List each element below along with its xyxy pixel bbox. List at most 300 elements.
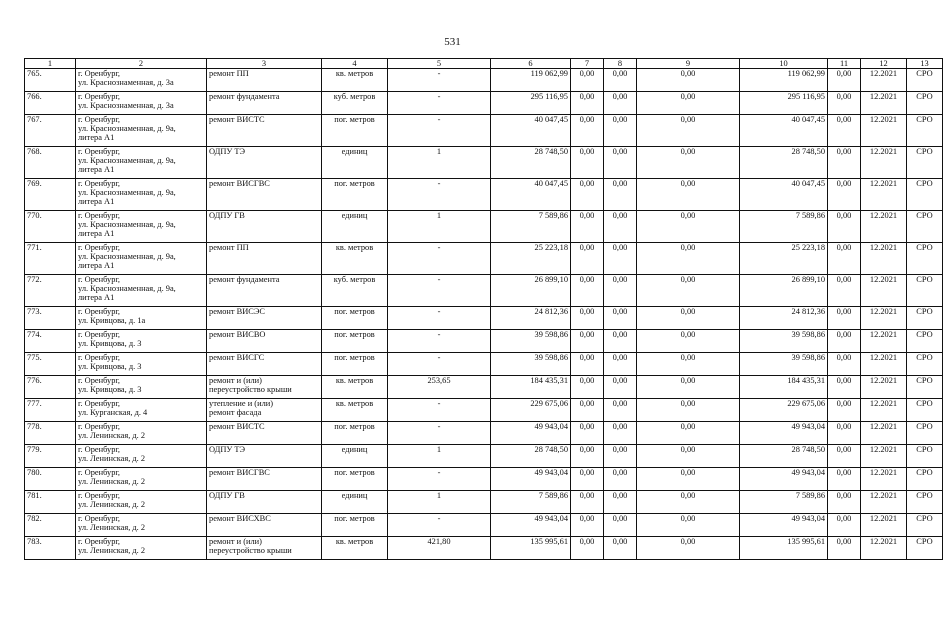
address-line: ул. Краснознаменная, д. 9а, <box>78 252 176 261</box>
table-row <box>25 179 943 211</box>
method-cell: СРО <box>907 147 943 179</box>
value-cell-11: 0,00 <box>828 514 861 537</box>
value-cell-8: 0,00 <box>604 422 637 445</box>
quantity-cell: - <box>388 353 491 376</box>
address-line: ул. Кривцова, д. 3 <box>78 339 142 348</box>
total-cost-cell: 295 116,95 <box>491 92 571 115</box>
value-cell-11: 0,00 <box>828 330 861 353</box>
address-line: г. Оренбург, <box>78 92 121 101</box>
row-number-cell: 779. <box>25 445 76 468</box>
table-row <box>25 376 943 399</box>
value-cell-7: 0,00 <box>571 399 604 422</box>
column-number-8: 8 <box>604 59 637 69</box>
unit-cell: куб. метров <box>322 275 388 307</box>
completion-date-cell: 12.2021 <box>861 307 907 330</box>
value-cell-7: 0,00 <box>571 330 604 353</box>
table-row <box>25 537 943 560</box>
address-cell <box>76 92 207 115</box>
address-cell <box>76 399 207 422</box>
value-cell-9: 0,00 <box>637 275 740 307</box>
value-cell-11: 0,00 <box>828 468 861 491</box>
value-cell-7: 0,00 <box>571 353 604 376</box>
unit-cell: пог. метров <box>322 115 388 147</box>
value-cell-11: 0,00 <box>828 69 861 92</box>
work-type-cell <box>207 468 322 491</box>
value-cell-8: 0,00 <box>604 353 637 376</box>
value-cell-8: 0,00 <box>604 491 637 514</box>
quantity-cell: - <box>388 115 491 147</box>
method-cell: СРО <box>907 537 943 560</box>
total-cost-cell: 229 675,06 <box>491 399 571 422</box>
table-row <box>25 353 943 376</box>
quantity-cell: 1 <box>388 211 491 243</box>
value-cell-9: 0,00 <box>637 69 740 92</box>
quantity-cell: - <box>388 468 491 491</box>
quantity-cell: - <box>388 92 491 115</box>
work-type-line: ОДПУ ТЭ <box>209 445 246 454</box>
unit-cell: кв. метров <box>322 243 388 275</box>
address-line: г. Оренбург, <box>78 115 121 124</box>
work-type-cell <box>207 399 322 422</box>
work-type-cell <box>207 330 322 353</box>
address-cell <box>76 243 207 275</box>
column-number-11: 11 <box>828 59 861 69</box>
column-number-13: 13 <box>907 59 943 69</box>
unit-cell: кв. метров <box>322 399 388 422</box>
row-number-cell: 783. <box>25 537 76 560</box>
value-cell-11: 0,00 <box>828 399 861 422</box>
address-line: г. Оренбург, <box>78 376 121 385</box>
value-cell-10: 49 943,04 <box>740 514 828 537</box>
work-type-cell <box>207 491 322 514</box>
value-cell-7: 0,00 <box>571 115 604 147</box>
value-cell-11: 0,00 <box>828 537 861 560</box>
value-cell-9: 0,00 <box>637 92 740 115</box>
work-type-line: ремонт ВИСЭС <box>209 307 265 316</box>
address-line: литера А1 <box>78 293 115 302</box>
work-type-cell <box>207 275 322 307</box>
row-number-cell: 767. <box>25 115 76 147</box>
table-row <box>25 92 943 115</box>
unit-cell: пог. метров <box>322 353 388 376</box>
completion-date-cell: 12.2021 <box>861 69 907 92</box>
column-number-5: 5 <box>388 59 491 69</box>
value-cell-11: 0,00 <box>828 179 861 211</box>
address-cell <box>76 537 207 560</box>
completion-date-cell: 12.2021 <box>861 468 907 491</box>
method-cell: СРО <box>907 307 943 330</box>
value-cell-9: 0,00 <box>637 514 740 537</box>
value-cell-10: 25 223,18 <box>740 243 828 275</box>
address-line: ул. Краснознаменная, д. 3а <box>78 78 174 87</box>
table-row <box>25 330 943 353</box>
quantity-cell: 421,80 <box>388 537 491 560</box>
method-cell: СРО <box>907 211 943 243</box>
address-cell <box>76 275 207 307</box>
row-number-cell: 776. <box>25 376 76 399</box>
value-cell-9: 0,00 <box>637 468 740 491</box>
table-row <box>25 491 943 514</box>
value-cell-10: 7 589,86 <box>740 491 828 514</box>
value-cell-10: 49 943,04 <box>740 422 828 445</box>
work-type-cell <box>207 92 322 115</box>
address-cell <box>76 422 207 445</box>
value-cell-7: 0,00 <box>571 92 604 115</box>
value-cell-9: 0,00 <box>637 537 740 560</box>
value-cell-8: 0,00 <box>604 92 637 115</box>
address-line: литера А1 <box>78 197 115 206</box>
work-type-line: ремонт ВИСТС <box>209 422 265 431</box>
quantity-cell: 253,65 <box>388 376 491 399</box>
work-type-line: ремонт ВИСХВС <box>209 514 271 523</box>
work-type-cell <box>207 69 322 92</box>
column-number-row <box>25 59 943 69</box>
value-cell-11: 0,00 <box>828 445 861 468</box>
value-cell-7: 0,00 <box>571 275 604 307</box>
column-number-6: 6 <box>491 59 571 69</box>
address-line: г. Оренбург, <box>78 69 121 78</box>
value-cell-9: 0,00 <box>637 211 740 243</box>
value-cell-9: 0,00 <box>637 307 740 330</box>
value-cell-7: 0,00 <box>571 147 604 179</box>
address-line: г. Оренбург, <box>78 243 121 252</box>
work-type-cell <box>207 243 322 275</box>
address-line: г. Оренбург, <box>78 275 121 284</box>
address-cell <box>76 353 207 376</box>
work-type-line: ремонт фасада <box>209 408 262 417</box>
column-number-10: 10 <box>740 59 828 69</box>
value-cell-11: 0,00 <box>828 243 861 275</box>
address-line: ул. Краснознаменная, д. 9а, <box>78 220 176 229</box>
row-number-cell: 769. <box>25 179 76 211</box>
work-type-line: ремонт ВИСГВС <box>209 468 270 477</box>
method-cell: СРО <box>907 330 943 353</box>
address-line: ул. Курганская, д. 4 <box>78 408 148 417</box>
address-cell <box>76 147 207 179</box>
value-cell-9: 0,00 <box>637 353 740 376</box>
total-cost-cell: 7 589,86 <box>491 211 571 243</box>
work-type-cell <box>207 211 322 243</box>
column-number-3: 3 <box>207 59 322 69</box>
quantity-cell: - <box>388 399 491 422</box>
value-cell-8: 0,00 <box>604 514 637 537</box>
total-cost-cell: 119 062,99 <box>491 69 571 92</box>
value-cell-9: 0,00 <box>637 147 740 179</box>
address-line: ул. Краснознаменная, д. 9а, <box>78 124 176 133</box>
method-cell: СРО <box>907 445 943 468</box>
table-row <box>25 399 943 422</box>
method-cell: СРО <box>907 491 943 514</box>
table-row <box>25 115 943 147</box>
table-row <box>25 211 943 243</box>
work-type-line: переустройство крыши <box>209 546 292 555</box>
row-number-cell: 781. <box>25 491 76 514</box>
address-cell <box>76 330 207 353</box>
column-number-7: 7 <box>571 59 604 69</box>
quantity-cell: - <box>388 179 491 211</box>
column-number-9: 9 <box>637 59 740 69</box>
value-cell-9: 0,00 <box>637 179 740 211</box>
value-cell-8: 0,00 <box>604 275 637 307</box>
row-number-cell: 778. <box>25 422 76 445</box>
quantity-cell: - <box>388 514 491 537</box>
value-cell-8: 0,00 <box>604 445 637 468</box>
address-line: г. Оренбург, <box>78 179 121 188</box>
value-cell-9: 0,00 <box>637 115 740 147</box>
row-number-cell: 773. <box>25 307 76 330</box>
column-number-4: 4 <box>322 59 388 69</box>
value-cell-7: 0,00 <box>571 537 604 560</box>
quantity-cell: - <box>388 307 491 330</box>
address-line: ул. Ленинская, д. 2 <box>78 454 146 463</box>
address-line: ул. Краснознаменная, д. 3а <box>78 101 174 110</box>
value-cell-8: 0,00 <box>604 376 637 399</box>
value-cell-7: 0,00 <box>571 376 604 399</box>
table-row <box>25 514 943 537</box>
unit-cell: пог. метров <box>322 179 388 211</box>
value-cell-10: 26 899,10 <box>740 275 828 307</box>
value-cell-8: 0,00 <box>604 399 637 422</box>
address-cell <box>76 211 207 243</box>
address-line: литера А1 <box>78 261 115 270</box>
work-type-line: ремонт и (или) <box>209 376 262 385</box>
address-line: ул. Ленинская, д. 2 <box>78 500 146 509</box>
address-line: ул. Ленинская, д. 2 <box>78 546 146 555</box>
completion-date-cell: 12.2021 <box>861 514 907 537</box>
value-cell-8: 0,00 <box>604 330 637 353</box>
address-line: г. Оренбург, <box>78 468 121 477</box>
completion-date-cell: 12.2021 <box>861 330 907 353</box>
work-type-line: переустройство крыши <box>209 385 292 394</box>
quantity-cell: - <box>388 243 491 275</box>
work-type-line: ОДПУ ГВ <box>209 491 245 500</box>
quantity-cell: 1 <box>388 445 491 468</box>
total-cost-cell: 49 943,04 <box>491 514 571 537</box>
address-line: ул. Краснознаменная, д. 9а, <box>78 284 176 293</box>
total-cost-cell: 40 047,45 <box>491 179 571 211</box>
completion-date-cell: 12.2021 <box>861 243 907 275</box>
value-cell-11: 0,00 <box>828 422 861 445</box>
unit-cell: пог. метров <box>322 330 388 353</box>
value-cell-10: 28 748,50 <box>740 147 828 179</box>
method-cell: СРО <box>907 422 943 445</box>
row-number-cell: 771. <box>25 243 76 275</box>
work-type-cell <box>207 422 322 445</box>
completion-date-cell: 12.2021 <box>861 422 907 445</box>
work-type-cell <box>207 445 322 468</box>
address-line: ул. Ленинская, д. 2 <box>78 431 146 440</box>
table-row <box>25 243 943 275</box>
value-cell-9: 0,00 <box>637 491 740 514</box>
total-cost-cell: 49 943,04 <box>491 422 571 445</box>
work-type-line: утепление и (или) <box>209 399 274 408</box>
total-cost-cell: 26 899,10 <box>491 275 571 307</box>
address-line: ул. Краснознаменная, д. 9а, <box>78 156 176 165</box>
table-row <box>25 275 943 307</box>
method-cell: СРО <box>907 376 943 399</box>
address-line: ул. Кривцова, д. 3 <box>78 362 142 371</box>
work-type-line: ремонт ВИСТС <box>209 115 265 124</box>
address-cell <box>76 307 207 330</box>
value-cell-10: 39 598,86 <box>740 330 828 353</box>
value-cell-7: 0,00 <box>571 514 604 537</box>
value-cell-8: 0,00 <box>604 243 637 275</box>
total-cost-cell: 25 223,18 <box>491 243 571 275</box>
address-line: ул. Кривцова, д. 3 <box>78 385 142 394</box>
unit-cell: единиц <box>322 491 388 514</box>
row-number-cell: 775. <box>25 353 76 376</box>
address-line: литера А1 <box>78 165 115 174</box>
work-type-cell <box>207 514 322 537</box>
completion-date-cell: 12.2021 <box>861 147 907 179</box>
work-type-cell <box>207 353 322 376</box>
value-cell-9: 0,00 <box>637 422 740 445</box>
method-cell: СРО <box>907 92 943 115</box>
completion-date-cell: 12.2021 <box>861 115 907 147</box>
address-cell <box>76 179 207 211</box>
completion-date-cell: 12.2021 <box>861 92 907 115</box>
method-cell: СРО <box>907 468 943 491</box>
unit-cell: единиц <box>322 445 388 468</box>
work-type-line: ремонт и (или) <box>209 537 262 546</box>
row-number-cell: 768. <box>25 147 76 179</box>
value-cell-11: 0,00 <box>828 353 861 376</box>
value-cell-11: 0,00 <box>828 92 861 115</box>
total-cost-cell: 40 047,45 <box>491 115 571 147</box>
address-line: г. Оренбург, <box>78 422 121 431</box>
value-cell-7: 0,00 <box>571 243 604 275</box>
value-cell-7: 0,00 <box>571 468 604 491</box>
value-cell-8: 0,00 <box>604 147 637 179</box>
address-line: г. Оренбург, <box>78 491 121 500</box>
work-type-line: ремонт ПП <box>209 69 249 78</box>
method-cell: СРО <box>907 69 943 92</box>
table-body <box>25 69 943 560</box>
value-cell-8: 0,00 <box>604 537 637 560</box>
address-line: литера А1 <box>78 229 115 238</box>
repair-register-table <box>24 58 943 560</box>
unit-cell: пог. метров <box>322 422 388 445</box>
unit-cell: куб. метров <box>322 92 388 115</box>
value-cell-7: 0,00 <box>571 445 604 468</box>
value-cell-10: 39 598,86 <box>740 353 828 376</box>
work-type-cell <box>207 179 322 211</box>
value-cell-7: 0,00 <box>571 211 604 243</box>
work-type-line: ОДПУ ГВ <box>209 211 245 220</box>
address-line: г. Оренбург, <box>78 147 121 156</box>
table-row <box>25 445 943 468</box>
value-cell-9: 0,00 <box>637 399 740 422</box>
address-line: г. Оренбург, <box>78 353 121 362</box>
value-cell-9: 0,00 <box>637 330 740 353</box>
row-number-cell: 782. <box>25 514 76 537</box>
method-cell: СРО <box>907 275 943 307</box>
value-cell-10: 229 675,06 <box>740 399 828 422</box>
value-cell-7: 0,00 <box>571 307 604 330</box>
value-cell-10: 119 062,99 <box>740 69 828 92</box>
work-type-line: ремонт ВИСГС <box>209 353 265 362</box>
address-line: г. Оренбург, <box>78 399 121 408</box>
completion-date-cell: 12.2021 <box>861 211 907 243</box>
unit-cell: пог. метров <box>322 514 388 537</box>
work-type-cell <box>207 537 322 560</box>
work-type-line: ремонт фундамента <box>209 92 280 101</box>
address-line: г. Оренбург, <box>78 537 121 546</box>
value-cell-7: 0,00 <box>571 422 604 445</box>
column-number-12: 12 <box>861 59 907 69</box>
address-line: г. Оренбург, <box>78 307 121 316</box>
address-line: г. Оренбург, <box>78 330 121 339</box>
unit-cell: кв. метров <box>322 537 388 560</box>
column-number-2: 2 <box>76 59 207 69</box>
table-row <box>25 468 943 491</box>
value-cell-8: 0,00 <box>604 468 637 491</box>
table-row <box>25 422 943 445</box>
value-cell-8: 0,00 <box>604 211 637 243</box>
row-number-cell: 772. <box>25 275 76 307</box>
value-cell-9: 0,00 <box>637 243 740 275</box>
row-number-cell: 765. <box>25 69 76 92</box>
work-type-line: ремонт ВИСВО <box>209 330 266 339</box>
value-cell-10: 40 047,45 <box>740 115 828 147</box>
unit-cell: единиц <box>322 147 388 179</box>
page-number: 531 <box>444 36 461 48</box>
completion-date-cell: 12.2021 <box>861 353 907 376</box>
table-row <box>25 147 943 179</box>
address-cell <box>76 115 207 147</box>
address-cell <box>76 445 207 468</box>
completion-date-cell: 12.2021 <box>861 376 907 399</box>
address-line: г. Оренбург, <box>78 514 121 523</box>
address-line: г. Оренбург, <box>78 445 121 454</box>
value-cell-10: 24 812,36 <box>740 307 828 330</box>
work-type-line: ремонт фундамента <box>209 275 280 284</box>
work-type-line: ремонт ВИСГВС <box>209 179 270 188</box>
completion-date-cell: 12.2021 <box>861 445 907 468</box>
value-cell-10: 7 589,86 <box>740 211 828 243</box>
value-cell-11: 0,00 <box>828 275 861 307</box>
quantity-cell: 1 <box>388 147 491 179</box>
unit-cell: пог. метров <box>322 307 388 330</box>
total-cost-cell: 7 589,86 <box>491 491 571 514</box>
method-cell: СРО <box>907 243 943 275</box>
method-cell: СРО <box>907 353 943 376</box>
value-cell-10: 184 435,31 <box>740 376 828 399</box>
value-cell-10: 40 047,45 <box>740 179 828 211</box>
value-cell-11: 0,00 <box>828 211 861 243</box>
row-number-cell: 766. <box>25 92 76 115</box>
total-cost-cell: 39 598,86 <box>491 353 571 376</box>
quantity-cell: 1 <box>388 491 491 514</box>
method-cell: СРО <box>907 399 943 422</box>
column-number-1: 1 <box>25 59 76 69</box>
address-cell <box>76 514 207 537</box>
total-cost-cell: 24 812,36 <box>491 307 571 330</box>
value-cell-9: 0,00 <box>637 376 740 399</box>
unit-cell: единиц <box>322 211 388 243</box>
value-cell-11: 0,00 <box>828 376 861 399</box>
value-cell-8: 0,00 <box>604 115 637 147</box>
completion-date-cell: 12.2021 <box>861 275 907 307</box>
value-cell-8: 0,00 <box>604 307 637 330</box>
completion-date-cell: 12.2021 <box>861 491 907 514</box>
total-cost-cell: 39 598,86 <box>491 330 571 353</box>
row-number-cell: 780. <box>25 468 76 491</box>
address-line: ул. Ленинская, д. 2 <box>78 523 146 532</box>
row-number-cell: 770. <box>25 211 76 243</box>
table-row <box>25 307 943 330</box>
quantity-cell: - <box>388 422 491 445</box>
